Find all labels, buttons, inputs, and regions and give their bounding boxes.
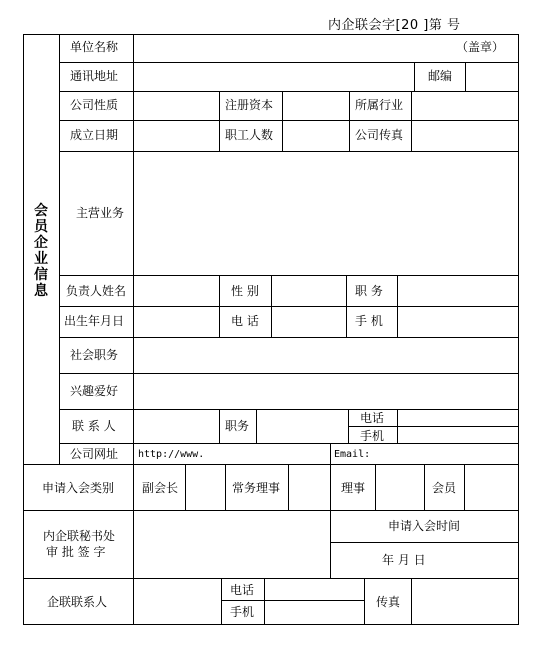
- table-border-left: [23, 34, 24, 625]
- company-name-field[interactable]: [134, 35, 449, 62]
- enterprise-contact-label: 企联联系人: [47, 595, 108, 609]
- table-border-bottom: [23, 624, 519, 625]
- col-line: [219, 409, 220, 443]
- col-line: [330, 510, 331, 578]
- position-label: 职 务: [355, 284, 383, 298]
- contact-person-field[interactable]: [134, 410, 219, 443]
- col-line: [219, 91, 220, 151]
- secretariat-label: 内企联秘书处: [43, 529, 116, 543]
- address-label: 通讯地址: [70, 69, 119, 83]
- section-title: 会员企业信息: [34, 203, 48, 299]
- membership-type-label: 申请入会类别: [42, 481, 115, 495]
- col-line: [349, 91, 350, 151]
- website-label: 公司网址: [70, 447, 119, 461]
- leader-name-field[interactable]: [134, 276, 219, 306]
- col-line: [424, 464, 425, 510]
- col-line: [346, 275, 347, 337]
- website-field[interactable]: [134, 444, 330, 464]
- phone-field[interactable]: [272, 307, 346, 337]
- phone-label: 电 话: [231, 314, 259, 328]
- registered-capital-field[interactable]: [283, 92, 349, 120]
- postcode-label: 邮编: [428, 69, 453, 83]
- position-field[interactable]: [398, 276, 518, 306]
- bottom-fax-label: 传真: [376, 595, 401, 609]
- document-number: 内企联会字[20 ]第 号: [328, 18, 461, 33]
- hobbies-field[interactable]: [134, 374, 518, 409]
- col-line: [364, 578, 365, 624]
- col-line: [330, 464, 331, 510]
- gender-label: 性 别: [231, 284, 259, 298]
- executive-director-option: 常务理事: [232, 481, 281, 495]
- established-date-label: 成立日期: [70, 128, 119, 142]
- col-line: [348, 409, 349, 443]
- date-placeholder: 年 月 日: [382, 553, 426, 567]
- contact-phone-label: 电话: [360, 411, 385, 425]
- executive-director-checkbox[interactable]: [289, 465, 330, 510]
- vice-president-checkbox[interactable]: [186, 465, 225, 510]
- member-option: 会员: [432, 481, 457, 495]
- col-line: [414, 62, 415, 91]
- table-border-right: [518, 34, 519, 625]
- leader-name-label: 负责人姓名: [66, 284, 127, 298]
- birth-date-label: 出生年月日: [64, 314, 125, 328]
- email-field[interactable]: [331, 444, 518, 464]
- col-line: [219, 275, 220, 337]
- established-date-field[interactable]: [134, 121, 219, 151]
- contact-position-label: 职务: [225, 419, 250, 433]
- company-fax-label: 公司传真: [355, 128, 404, 142]
- mobile-field[interactable]: [398, 307, 518, 337]
- contact-mobile-label: 手机: [360, 429, 385, 443]
- member-checkbox[interactable]: [465, 465, 518, 510]
- social-position-field[interactable]: [134, 338, 518, 373]
- main-business-label: 主营业务: [76, 206, 125, 220]
- website-prefix: http://www.: [138, 449, 205, 460]
- industry-field[interactable]: [412, 92, 518, 120]
- director-checkbox[interactable]: [376, 465, 424, 510]
- hobbies-label: 兴趣爱好: [70, 384, 119, 398]
- contact-mobile-field[interactable]: [398, 427, 518, 443]
- gender-field[interactable]: [272, 276, 346, 306]
- birth-date-field[interactable]: [134, 307, 219, 337]
- company-name-label: 单位名称: [70, 40, 119, 54]
- bottom-phone-label: 电话: [230, 583, 255, 597]
- col-line: [221, 578, 222, 624]
- bottom-mobile-label: 手机: [230, 605, 255, 619]
- col-line: [225, 464, 226, 510]
- postcode-field[interactable]: [466, 63, 518, 91]
- company-type-field[interactable]: [134, 92, 219, 120]
- employee-count-field[interactable]: [283, 121, 349, 151]
- approval-signature-field[interactable]: [134, 511, 330, 578]
- contact-position-field[interactable]: [257, 410, 348, 443]
- employee-count-label: 职工人数: [225, 128, 274, 142]
- registered-capital-label: 注册资本: [225, 98, 274, 112]
- industry-label: 所属行业: [355, 98, 404, 112]
- email-prefix: Email:: [334, 449, 371, 460]
- col-line: [133, 464, 134, 510]
- row-line: [23, 464, 519, 465]
- bottom-mobile-field[interactable]: [265, 601, 364, 624]
- company-type-label: 公司性质: [70, 98, 119, 112]
- seal-note: （盖章）: [456, 40, 505, 54]
- join-time-label: 申请入会时间: [388, 519, 461, 533]
- director-option: 理事: [341, 481, 366, 495]
- mobile-label: 手 机: [355, 314, 383, 328]
- row-line: [330, 542, 519, 543]
- address-field[interactable]: [134, 63, 414, 91]
- social-position-label: 社会职务: [70, 348, 119, 362]
- company-fax-field[interactable]: [412, 121, 518, 151]
- bottom-phone-field[interactable]: [265, 579, 364, 600]
- bottom-fax-field[interactable]: [412, 579, 518, 624]
- vice-president-option: 副会长: [142, 481, 179, 495]
- enterprise-contact-field[interactable]: [134, 579, 221, 624]
- col-line: [59, 34, 60, 464]
- contact-person-label: 联 系 人: [72, 419, 116, 433]
- main-business-field[interactable]: [134, 152, 518, 275]
- contact-phone-field[interactable]: [398, 410, 518, 426]
- approval-signature-label: 审 批 签 字: [46, 545, 106, 559]
